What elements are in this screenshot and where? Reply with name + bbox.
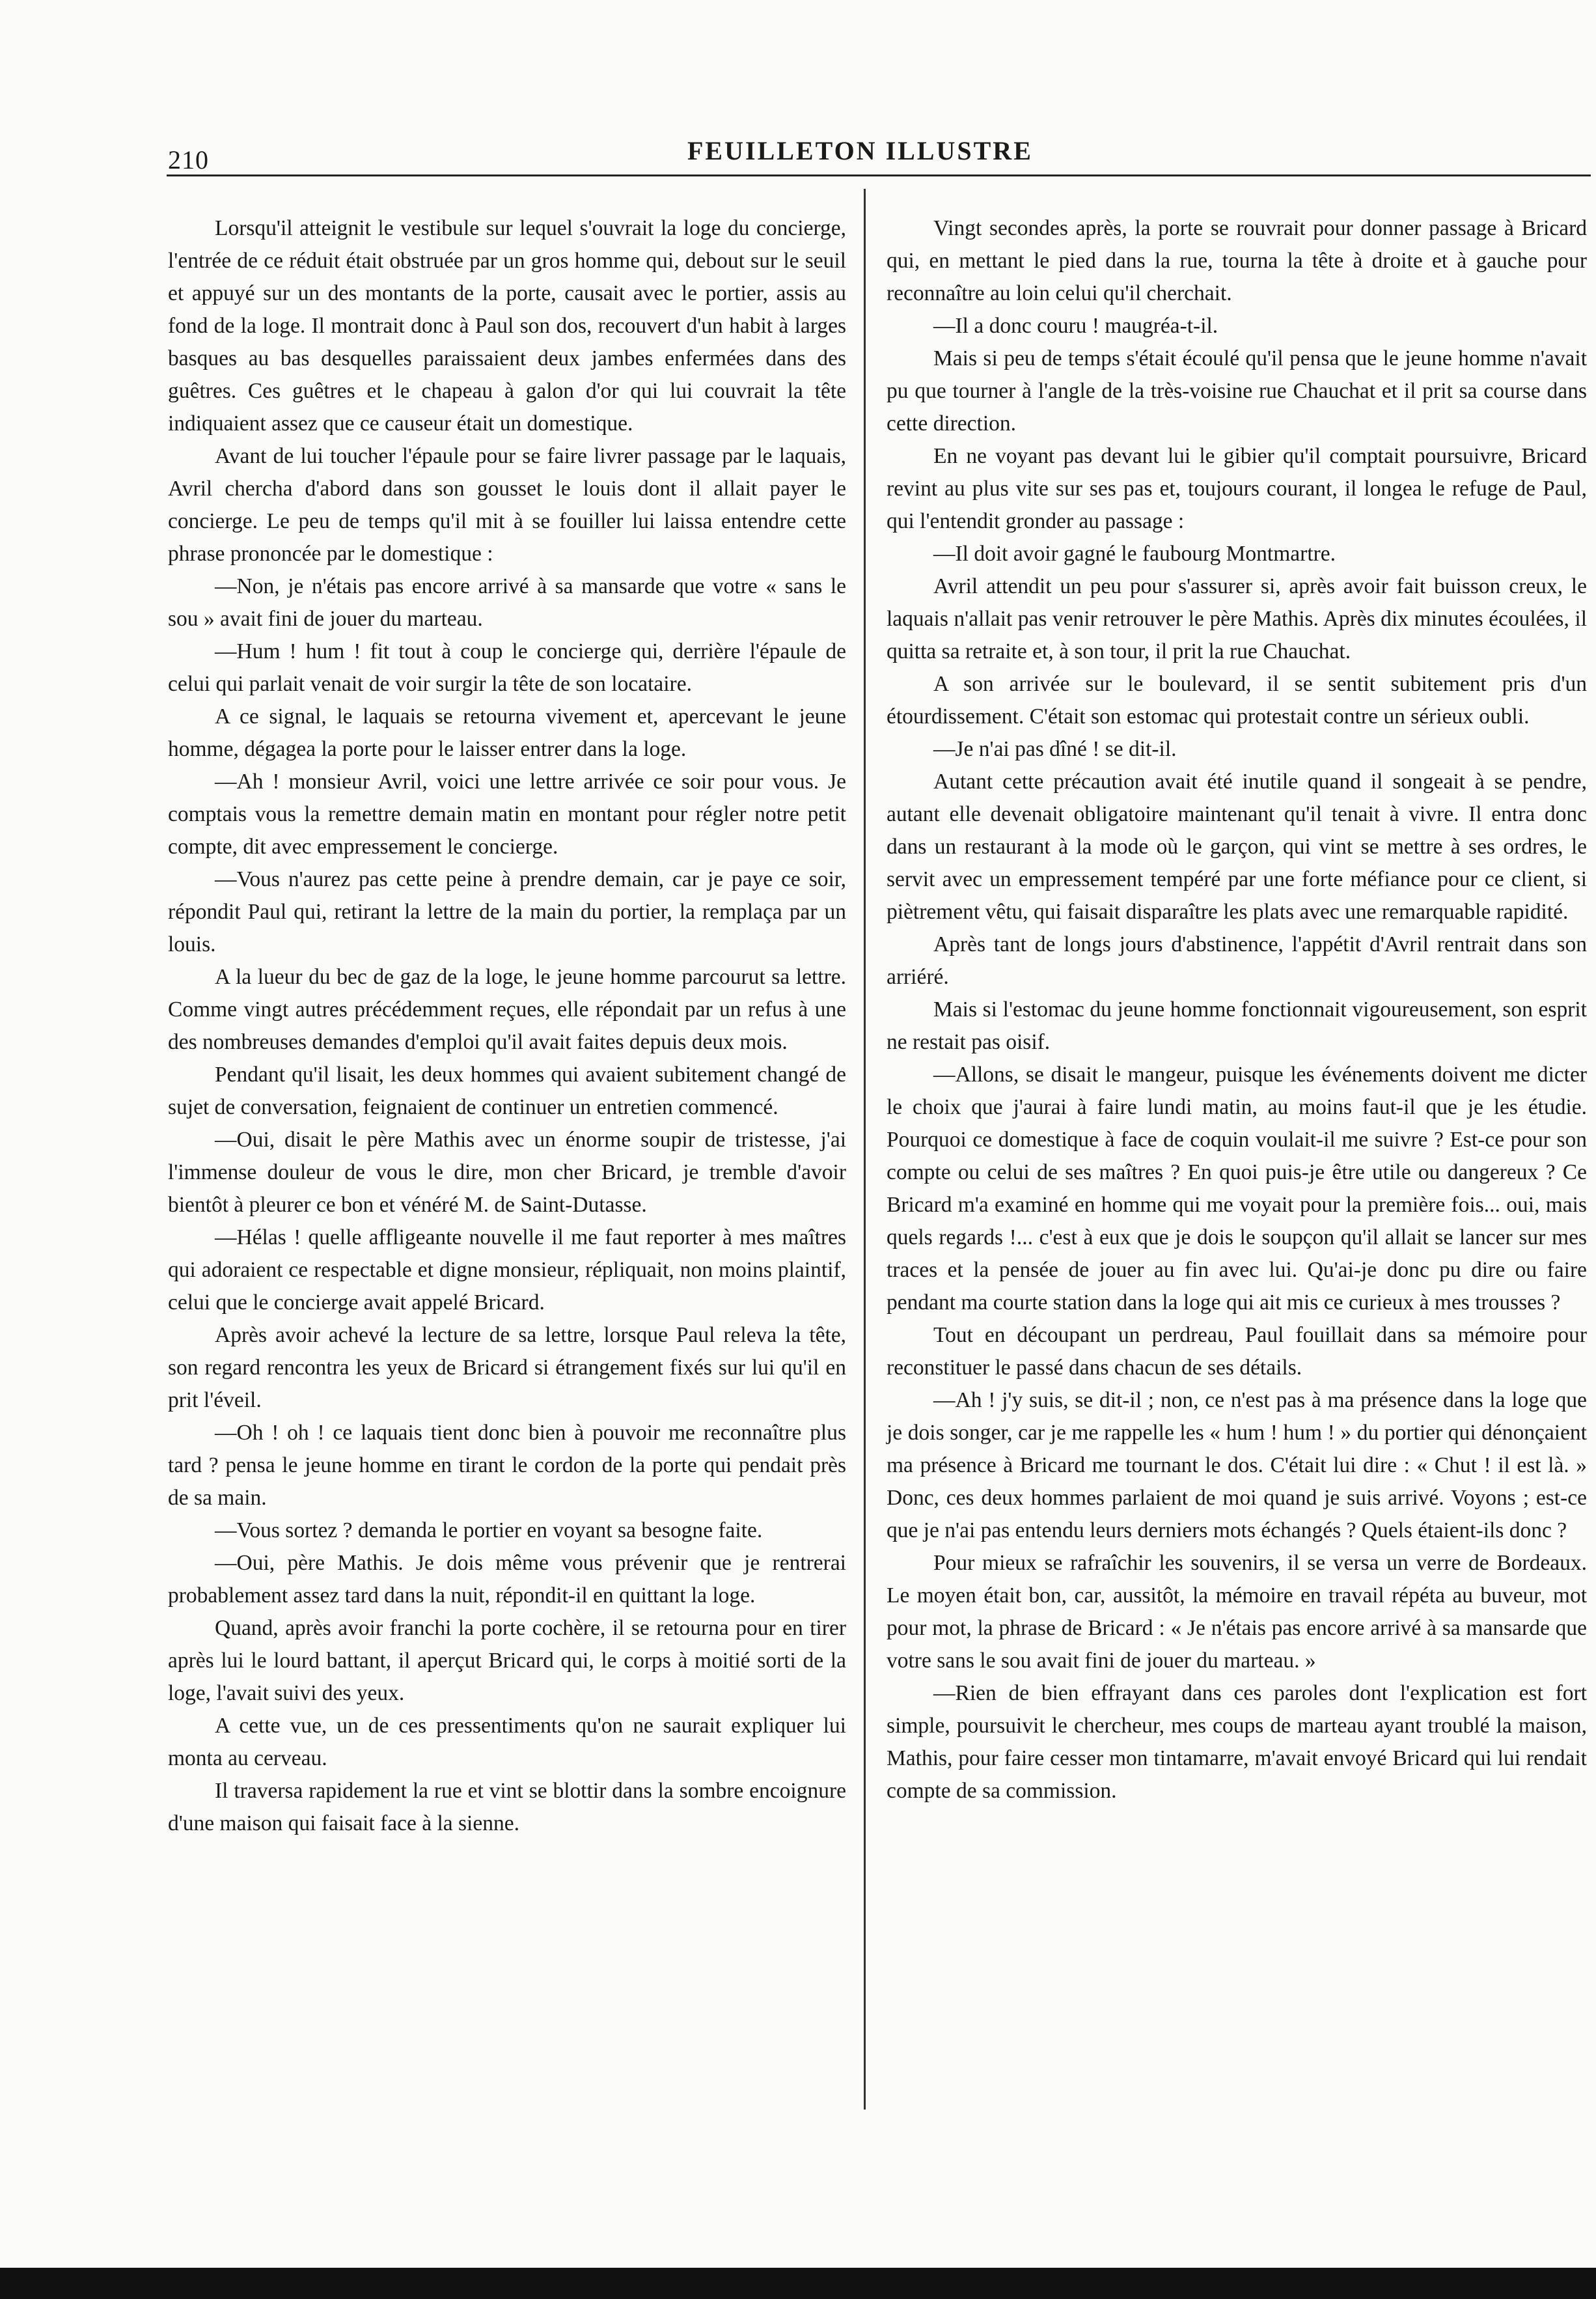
paragraph: Vingt secondes après, la porte se rouvrait pour donner passage à Bricard qui, en mettant le pied dans la rue, tourna la tête à droite et à gauche pour reconnaître au loin celui qu'il cherchait. [887,216,1587,305]
paragraph: En ne voyant pas devant lui le gibier qu'il comptait poursuivre, Bricard revint au plus vite sur ses pas et, toujours courant, il longea le refuge de Paul, qui l'entendit gronder au passage : [887,444,1587,533]
paragraph: Quand, après avoir franchi la porte cochère, il se retourna pour en tirer après lui le lourd battant, il aperçut Bricard qui, le corps à moitié sorti de la loge, l'avait suivi des yeux. [168,1616,846,1705]
paragraph: Avant de lui toucher l'épaule pour se faire livrer passage par le laquais, Avril chercha d'abord dans son gousset le louis dont il allait payer le concierge. Le peu de temps qu'il mit à se fouiller lui laissa entendre cette phrase prononcée par le domestique : [168,444,846,566]
paragraph: Avril attendit un peu pour s'assurer si, après avoir fait buisson creux, le laquais n'allait pas venir retrouver le père Mathis. Après dix minutes écoulées, il quitta sa retraite et, à son tour, il prit la rue Chauchat. [887,574,1587,663]
paragraph: —Hum ! hum ! fit tout à coup le concierge qui, derrière l'épaule de celui qui parlait venait de voir surgir la tête de son locataire. [168,639,846,696]
paragraph: A ce signal, le laquais se retourna vivement et, apercevant le jeune homme, dégagea la porte pour le laisser entrer dans la loge. [168,704,846,761]
paragraph: Lorsqu'il atteignit le vestibule sur lequel s'ouvrait la loge du concierge, l'entrée de ce réduit était obstruée par un gros homme qui, debout sur le seuil et appuyé sur un des montants de la porte, causait avec le portier, assis au fond de la loge. Il montrait donc à Paul son dos, recouvert d'un habit à larges basques au bas desquelles paraissaient deux jambes enfermées dans des guêtres. Ces guêtres et le chapeau à galon d'or qui lui couvrait la tête indiquaient assez que ce causeur était un domestique. [168,216,846,436]
paragraph: —Non, je n'étais pas encore arrivé à sa mansarde que votre « sans le sou » avait fini de jouer du marteau. [168,574,846,631]
paragraph: —Rien de bien effrayant dans ces paroles dont l'explication est fort simple, poursuivit le chercheur, mes coups de marteau ayant troublé la maison, Mathis, pour faire cesser mon tintamarre, m'avait envoyé Bricard qui lui rendait compte de sa commission. [887,1681,1587,1803]
paragraph: A cette vue, un de ces pressentiments qu'on ne saurait expliquer lui monta au cerveau. [168,1714,846,1770]
paragraph: Autant cette précaution avait été inutile quand il songeait à se pendre, autant elle devenait obligatoire maintenant qu'il tenait à vivre. Il entra donc dans un restaurant à la mode où le garçon, qui vint se mettre à ses ordres, le servit avec un empressement tempéré par une forte méfiance pour ce client, si piètrement vêtu, qui faisait disparaître les plats avec une remarquable rapidité. [887,770,1587,924]
paragraph: —Je n'ai pas dîné ! se dit-il. [933,737,1177,761]
paragraph: —Ah ! monsieur Avril, voici une lettre arrivée ce soir pour vous. Je comptais vous la remettre demain matin en montant pour régler notre petit compte, dit avec empressement le concierge. [168,770,846,859]
paragraph: A la lueur du bec de gaz de la loge, le jeune homme parcourut sa lettre. Comme vingt autres précédemment reçues, elle répondait par un refus à une des nombreuses demandes d'emploi qu'il avait faites depuis deux mois. [168,965,846,1054]
paragraph: Après tant de longs jours d'abstinence, l'appétit d'Avril rentrait dans son arriéré. [887,932,1587,989]
paragraph: Après avoir achevé la lecture de sa lettre, lorsque Paul releva la tête, son regard rencontra les yeux de Bricard si étrangement fixés sur lui qu'il en prit l'éveil. [168,1323,846,1412]
paragraph: Pendant qu'il lisait, les deux hommes qui avaient subitement changé de sujet de conversation, feignaient de continuer un entretien commencé. [168,1063,846,1119]
column-divider [864,189,866,2110]
paragraph: —Il doit avoir gagné le faubourg Montmartre. [933,542,1336,566]
paragraph: —Vous sortez ? demanda le portier en voyant sa besogne faite. [215,1518,763,1542]
left-column [168,212,846,1840]
scan-bottom-edge [0,2268,1596,2299]
paragraph: —Hélas ! quelle affligeante nouvelle il me faut reporter à mes maîtres qui adoraient ce respectable et digne monsieur, répliquait, non moins plaintif, celui que le concierge avait appelé Bricard. [168,1225,846,1315]
paragraph: A son arrivée sur le boulevard, il se sentit subitement pris d'un étourdissement. C'était son estomac qui protestait contre un sérieux oubli. [887,672,1587,729]
paragraph: Il traversa rapidement la rue et vint se blottir dans la sombre encoignure d'une maison qui faisait face à la sienne. [168,1779,846,1835]
paragraph: Tout en découpant un perdreau, Paul fouillait dans sa mémoire pour reconstituer le passé dans chacun de ses détails. [887,1323,1587,1380]
paragraph: Mais si peu de temps s'était écoulé qu'il pensa que le jeune homme n'avait pu que tourner à l'angle de la très-voisine rue Chauchat et il prit sa course dans cette direction. [887,346,1587,436]
paragraph: Pour mieux se rafraîchir les souvenirs, il se versa un verre de Bordeaux. Le moyen était bon, car, aussitôt, la mémoire en travail répéta au buveur, mot pour mot, la phrase de Bricard : « Je n'étais pas encore arrivé à sa mansarde que votre sans le sou avait fini de jouer du marteau. » [887,1551,1587,1673]
running-title: FEUILLETON ILLUSTRE [687,136,1033,165]
page-number: 210 [168,145,209,174]
paragraph: —Oui, père Mathis. Je dois même vous prévenir que je rentrerai probablement assez tard dans la nuit, répondit-il en quittant la loge. [168,1551,846,1608]
paragraph: —Oh ! oh ! ce laquais tient donc bien à pouvoir me reconnaître plus tard ? pensa le jeune homme en tirant le cordon de la porte qui pendait près de sa main. [168,1421,846,1510]
header-rule [167,174,1591,176]
paragraph: —Oui, disait le père Mathis avec un énorme soupir de tristesse, j'ai l'immense douleur de vous le dire, mon cher Bricard, je tremble d'avoir bientôt à pleurer ce bon et vénéré M. de Saint-Dutasse. [168,1128,846,1217]
paragraph: Mais si l'estomac du jeune homme fonctionnait vigoureusement, son esprit ne restait pas oisif. [887,997,1587,1054]
paragraph: —Vous n'aurez pas cette peine à prendre demain, car je paye ce soir, répondit Paul qui, retirant la lettre de la main du portier, la remplaça par un louis. [168,867,846,956]
paragraph: —Allons, se disait le mangeur, puisque les événements doivent me dicter le choix que j'aurai à faire lundi matin, au moins faut-il que je les étudie. Pourquoi ce domestique à face de coquin voulait-il me suivre ? Est-ce pour son compte ou celui de ses maîtres ? En quoi puis-je être utile ou dangereux ? Ce Bricard m'a examiné en homme qui me voyait pour la première fois... oui, mais quels regards !... c'est à eux que je dois le soupçon qu'il allait se lancer sur mes traces et la pensée de jouer au fin avec lui. Qu'ai-je donc pu dire ou faire pendant ma courte station dans la loge qui ait mis ce curieux à mes trousses ? [887,1063,1587,1315]
paragraph: —Ah ! j'y suis, se dit-il ; non, ce n'est pas à ma présence dans la loge que je dois songer, car je me rappelle les « hum ! hum ! » du portier qui dénonçaient ma présence à Bricard me tournant le dos. C'était lui dire : « Chut ! il est là. » Donc, ces deux hommes parlaient de moi quand je suis arrivé. Voyons ; est-ce que je n'ai pas entendu leurs derniers mots échangés ? Quels étaient-ils donc ? [887,1388,1587,1542]
right-column [887,212,1587,1807]
paragraph: —Il a donc couru ! maugréa-t-il. [933,314,1218,338]
